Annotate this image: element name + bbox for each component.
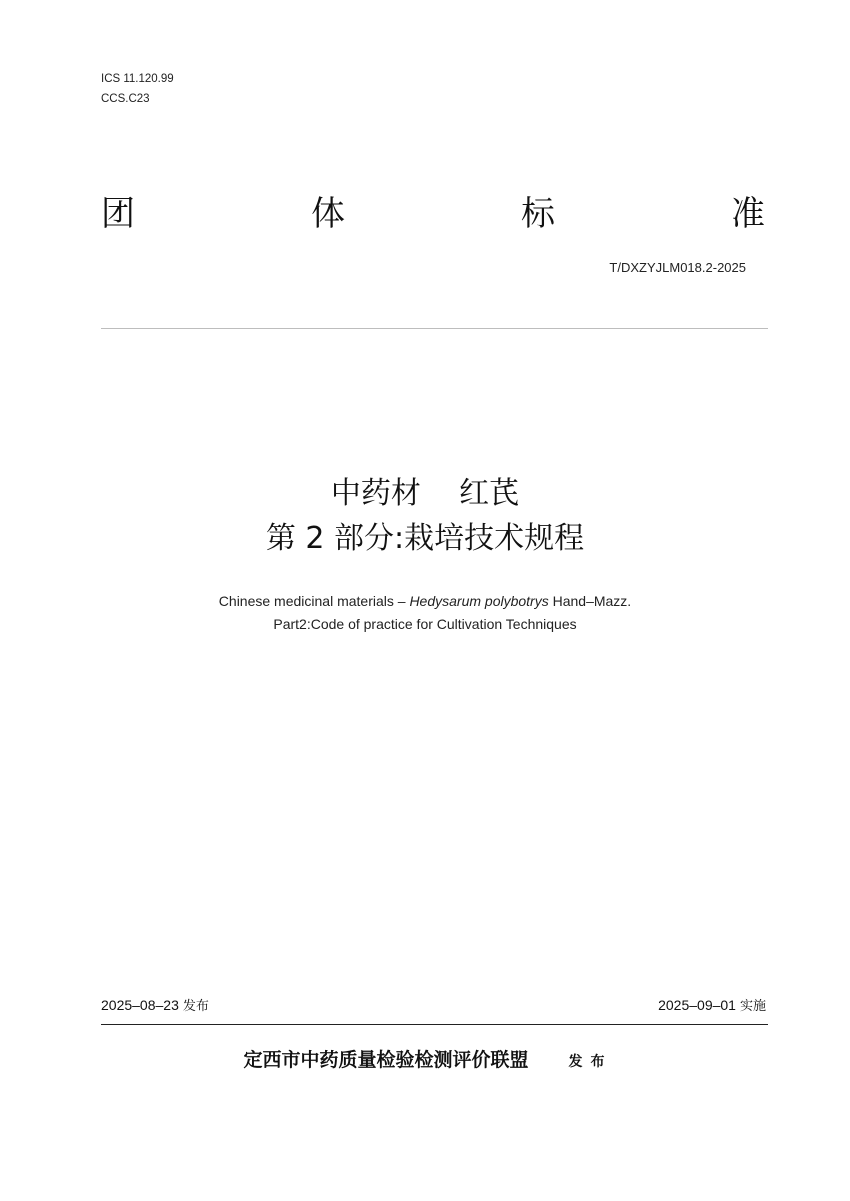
- standard-type-char-1: 团: [101, 194, 135, 234]
- title-en-line-1: [0, 591, 850, 611]
- title-en-species: Hedysarum polybotrys: [409, 593, 549, 609]
- bottom-divider: [101, 1024, 768, 1025]
- issue-date: 2025–08–23: [101, 997, 179, 1013]
- title-en-suffix: Hand–Mazz.: [548, 593, 632, 609]
- title-en-line-2: Part2:Code of practice for Cultivation Techniques: [273, 616, 577, 632]
- standard-type-char-4: 准: [731, 194, 765, 234]
- standard-number: T/DXZYJLM018.2-2025: [609, 260, 746, 275]
- publisher-row: [0, 1046, 850, 1076]
- issue-word: 发布: [182, 999, 209, 1014]
- title-cn-line-2: 第 2 部分:栽培技术规程: [265, 521, 585, 556]
- title-cn-line-1: 中药材 红芪: [330, 476, 520, 511]
- standard-type-char-2: 体: [311, 194, 345, 234]
- title-en-prefix: Chinese medicinal materials –: [218, 593, 410, 609]
- standard-type-heading: [101, 192, 765, 236]
- publisher-name: 定西市中药质量检验检测评价联盟: [243, 1049, 529, 1071]
- issue-date-block: [101, 996, 209, 1016]
- implement-date: 2025–09–01: [658, 997, 736, 1013]
- implement-date-block: [658, 996, 766, 1016]
- implement-word: 实施: [739, 999, 766, 1014]
- ccs-code: CCS.C23: [101, 93, 150, 105]
- standard-type-char-3: 标: [521, 194, 555, 234]
- ics-code: ICS 11.120.99: [101, 73, 174, 85]
- top-divider: [101, 328, 768, 329]
- publish-label: 发布: [568, 1054, 613, 1070]
